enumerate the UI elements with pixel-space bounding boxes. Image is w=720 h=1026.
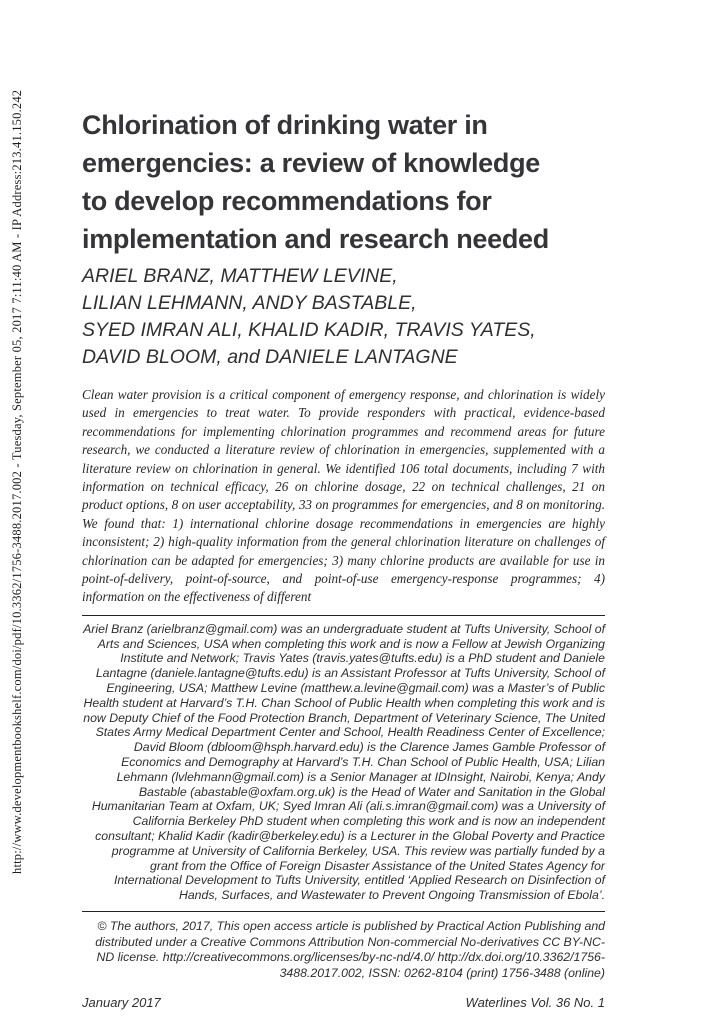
article-abstract: Clean water provision is a critical component of emergency response, and chlorination is widely used in emergencies to treat water. To provide responders with practical, evidence-based recommendations for implementing chlorination programmes and recommend areas for future research, we conducted a literature review of chlorination in emergencies, supplemented with a literature review on chlorination in general. We identified 106 total documents, including 7 with information on technical efficacy, 26 on chlorine dosage, 22 on technical challenges, 21 on product options, 8 on user acceptability, 33 on programmes for emergencies, and 8 on monitoring. We found that: 1) international chlorine dosage recommendations in emergencies are highly inconsistent; 2) high-quality information from the general chlorination literature on challenges of chlorination can be adapted for emergencies; 3) many chlorine products are available for use in point-of-delivery, point-of-source, and point-of-use emergency-response programmes; 4) information on the effectiveness of different	[82, 387, 605, 605]
footnote-divider	[82, 615, 605, 616]
article-title	[82, 106, 605, 258]
article-authors	[82, 263, 605, 371]
access-watermark: http://www.developmentbookshelf.com/doi/pdf/10.3362/1756-3488.2017.002 - Tuesday, September 05, 2017 7:11:40 AM - IP Address:213.41.150.242	[10, 89, 24, 874]
article-title-line: to develop recommendations for	[82, 186, 492, 216]
article-authors-line: DAVID BLOOM, and DANIELE LANTAGNE	[82, 346, 458, 368]
article-authors-line: LILIAN LEHMANN, ANDY BASTABLE,	[82, 292, 417, 314]
article-authors-line: ARIEL BRANZ, MATTHEW LEVINE,	[82, 265, 398, 287]
article-title-line: Chlorination of drinking water in	[82, 110, 488, 140]
journal-volume: Waterlines Vol. 36 No. 1	[465, 995, 605, 1011]
page-footer	[82, 995, 605, 1010]
article-authors-line: SYED IMRAN ALI, KHALID KADIR, TRAVIS YATES,	[82, 319, 536, 341]
article-title-line: implementation and research needed	[82, 224, 549, 254]
author-affiliations-note: Ariel Branz (arielbranz@gmail.com) was an undergraduate student at Tufts University, School of Arts and Sciences, USA when completing this work and is now a Fellow at Jewish Organizing Institute and Network; Travis Yates (travis.yates@tufts.edu) is a PhD student and Daniele Lantagne (daniele.lantagne@tufts.edu) is an Assistant Professor at Tufts University, School of Engineering, USA; Matthew Levine (matthew.a.levine@gmail.com) was a Master’s of Public Health student at Harvard’s T.H. Chan School of Public Health when completing this work and is now Deputy Chief of the Food Protection Branch, Department of Veterinary Science, The United States Army Medical Department Center and School, Health Readiness Center of Excellence; David Bloom (dbloom@hsph.harvard.edu) is the Clarence James Gamble Professor of Economics and Demography at Harvard’s T.H. Chan School of Public Health, USA; Lilian Lehmann (lvlehmann@gmail.com) is a Senior Manager at IDInsight, Nairobi, Kenya; Andy Bastable (abastable@oxfam.org.uk) is the Head of Water and Sanitation in the Global Humanitarian Team at Oxfam, UK; Syed Imran Ali (ali.s.imran@gmail.com) was a University of California Berkeley PhD student when completing this work and is now an independent consultant; Khalid Kadir (kadir@berkeley.edu) is a Lecturer in the Global Poverty and Practice programme at University of California Berkeley, USA. This review was partially funded by a grant from the Office of Foreign Disaster Assistance of the United States Agency for International Development to Tufts University, entitled ‘Applied Research on Disinfection of Hands, Surfaces, and Wastewater to Prevent Ongoing Transmission of Ebola’.	[83, 621, 605, 903]
issue-date: January 2017	[82, 995, 161, 1011]
article-content	[82, 0, 605, 1010]
copyright-notice: © The authors, 2017, This open access article is published by Practical Action Publishing and distributed under a Creative Commons Attribution Non-commercial No-derivatives CC BY-NC-ND license. http://creativecommons.org/licenses/by-nc-nd/4.0/ http://dx.doi.org/10.3362/1756-3488.2017.002, ISSN: 0262-8104 (print) 1756-3488 (online)	[95, 919, 605, 980]
article-title-line: emergencies: a review of knowledge	[82, 148, 540, 178]
copyright-divider	[82, 911, 605, 912]
